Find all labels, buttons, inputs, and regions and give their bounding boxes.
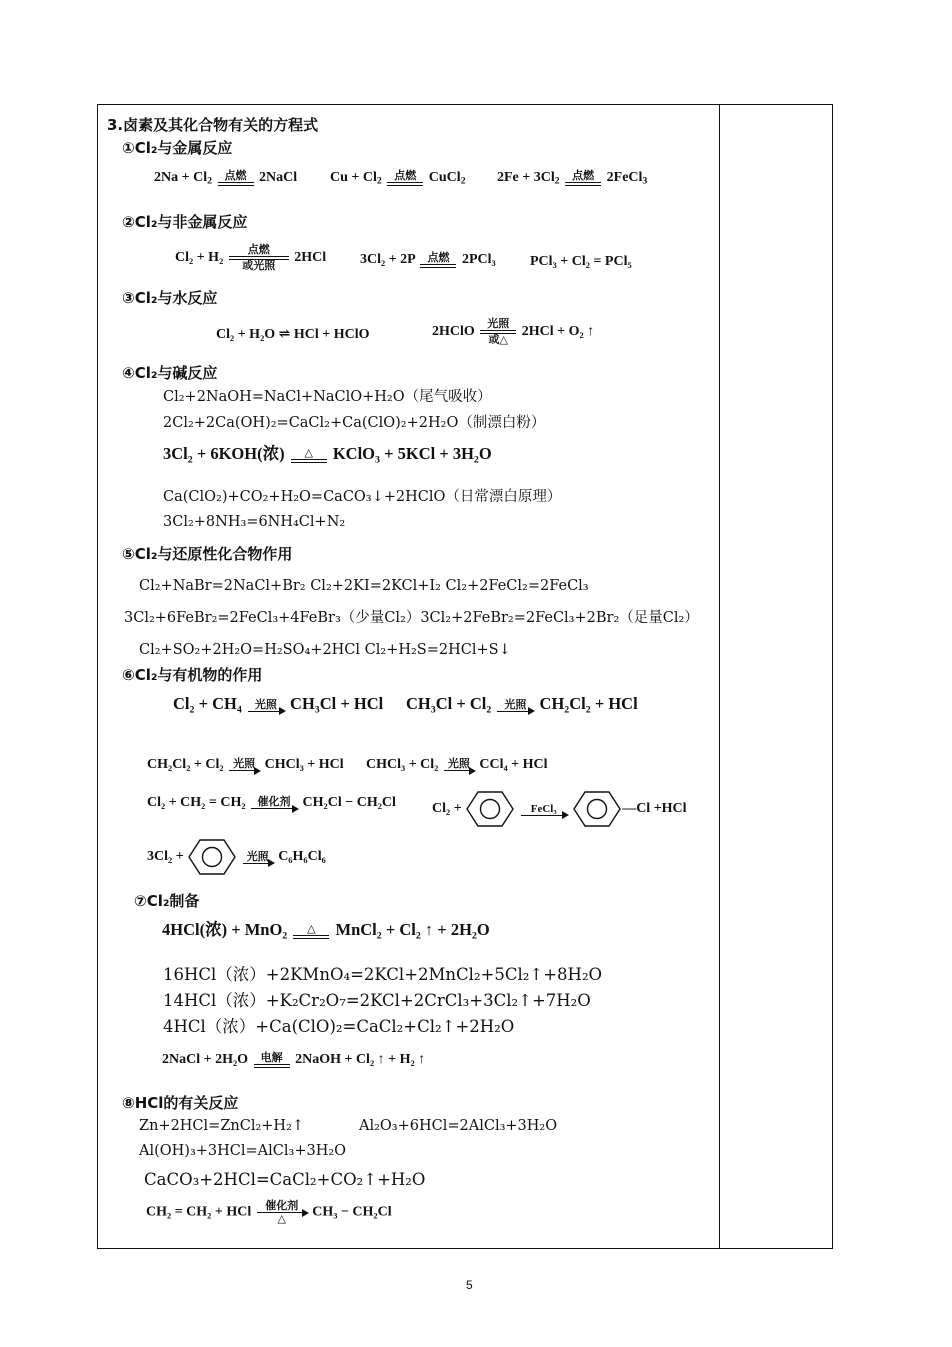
condition-top: 光照	[487, 318, 510, 330]
condition-label: FeCl₃	[530, 802, 557, 815]
eq-left: Cl₂ + H₂	[175, 250, 224, 266]
eq-na-cl2: $2Na + Cl_2$ 点燃 2NaCl	[154, 170, 298, 187]
eq-right: 2NaCl	[259, 170, 298, 186]
eq-ch3cl	[406, 696, 638, 713]
eq-right: 2NaOH + Cl₂ ↑ + H₂ ↑	[295, 1052, 426, 1068]
eq-left: 3Cl₂ + 6KOH(浓)	[163, 444, 285, 463]
eq-left: CH₃Cl + Cl₂	[406, 694, 492, 713]
eq-chcl3	[366, 758, 548, 772]
eq-right: CHCl₃ + HCl	[264, 757, 344, 772]
eq-left: CH₂ = CH₂ + HCl	[146, 1204, 252, 1220]
eq-left: CHCl₃ + Cl₂	[366, 757, 439, 772]
eq-right: C₆H₆Cl₆	[278, 849, 326, 865]
condition-label: 催化剂	[257, 796, 291, 809]
eq-right: CH₂Cl − CH₂Cl	[302, 795, 396, 810]
eq-electrolysis	[162, 1052, 425, 1068]
heading-cl2-preparation: ⑦Cl₂制备	[134, 892, 200, 910]
condition-label: 电解	[260, 1052, 283, 1064]
eq-right: 2FeCl	[606, 170, 643, 186]
eq-right: CCl₄ + HCl	[479, 757, 548, 772]
eq-p-cl2	[360, 252, 496, 268]
eq-right: CH₃ − CH₂Cl	[312, 1204, 392, 1220]
eq-right: 2HCl	[294, 250, 327, 266]
heading-cl2-organic: ⑥Cl₂与有机物的作用	[122, 666, 263, 684]
eq-left: 2Fe + 3Cl	[497, 170, 555, 186]
eq-line-febr2: 3Cl₂+6FeBr₂=2FeCl₃+4FeBr₃（少量Cl₂）3Cl₂+2FeBr₂=2FeCl₃+2Br₂（足量Cl₂）	[124, 610, 699, 626]
heading-cl2-nonmetal: ②Cl₂与非金属反应	[122, 213, 248, 231]
condition-bottom: 或△	[488, 334, 509, 346]
heading-cl2-metal: ①Cl₂与金属反应	[122, 139, 233, 157]
eq-mno2	[162, 922, 490, 939]
eq-right: CH₂Cl₂ + HCl	[539, 694, 638, 713]
eq-left: 3Cl₂ + 2P	[360, 252, 415, 268]
condition-label: 点燃	[224, 170, 247, 182]
condition-label: 光照	[246, 850, 269, 863]
heading-hcl-reactions: ⑧HCl的有关反应	[122, 1094, 239, 1112]
eq-caoh2: 2Cl₂+2Ca(OH)₂=CaCl₂+Ca(ClO)₂+2H₂O（制漂白粉）	[163, 415, 546, 431]
eq-caco3: CaCO₃+2HCl=CaCl₂+CO₂↑+H₂O	[144, 1170, 426, 1189]
eq-fe-cl2: $2Fe + 3Cl_2$ 点燃 2FeCl$_3$	[497, 170, 648, 187]
eq-koh	[163, 446, 492, 463]
eq-line-so2-h2s: Cl₂+SO₂+2H₂O=H₂SO₄+2HCl Cl₂+H₂S=2HCl+S↓	[139, 642, 511, 658]
eq-ch2cl2	[147, 758, 344, 772]
eq-ch4	[173, 696, 383, 713]
eq-h2-cl2	[175, 244, 326, 272]
eq-benzene-substitution	[432, 790, 687, 828]
eq-right-hcl: +HCl	[653, 801, 687, 817]
eq-left: 3Cl₂ +	[147, 849, 184, 865]
eq-left: 2HClO	[432, 324, 475, 340]
section-title: 3.卤素及其化合物有关的方程式	[107, 116, 319, 134]
eq-line-halides: Cl₂+NaBr=2NaCl+Br₂ Cl₂+2KI=2KCl+I₂ Cl₂+2FeCl₂=2FeCl₃	[139, 578, 589, 594]
condition-label: 光照	[233, 758, 256, 771]
eq-bleach-principle: Ca(ClO₂)+CO₂+H₂O=CaCO₃↓+2HClO（日常漂白原理）	[163, 489, 562, 505]
eq-left: Cl₂ + CH₄	[173, 694, 242, 713]
condition-label: 光照	[447, 758, 470, 771]
eq-al2o3: Al₂O₃+6HCl=2AlCl₃+3H₂O	[359, 1118, 558, 1134]
eq-left: 2Na + Cl	[154, 170, 208, 186]
eq-right: 2HCl + O₂ ↑	[521, 324, 595, 340]
eq-zn: Zn+2HCl=ZnCl₂+H₂↑	[139, 1118, 305, 1134]
eq-left: CH₂Cl₂ + Cl₂	[147, 757, 224, 772]
column-divider	[719, 104, 720, 1249]
eq-k2cr2o7: 14HCl（浓）+K₂Cr₂O₇=2KCl+2CrCl₃+3Cl₂↑+7H₂O	[163, 991, 591, 1010]
condition-bottom: △	[277, 1213, 286, 1225]
eq-left: Cu + Cl	[330, 170, 377, 186]
eq-ethene	[147, 796, 396, 810]
condition-label: 光照	[254, 698, 277, 711]
condition-label: △	[307, 923, 316, 936]
eq-right-substituent: —Cl	[622, 801, 651, 817]
eq-left: 2NaCl + 2H₂O	[162, 1052, 249, 1068]
condition-label: 点燃	[427, 252, 450, 264]
eq-left: Cl₂ +	[432, 801, 462, 817]
condition-label: △	[304, 447, 313, 460]
eq-right: CuCl	[428, 170, 461, 186]
eq-ethene-hcl	[146, 1200, 392, 1225]
eq-right: CH₃Cl + HCl	[290, 694, 384, 713]
eq-right: KClO₃ + 5KCl + 3H₂O	[332, 444, 492, 463]
chlorobenzene-ring-icon	[572, 790, 622, 828]
heading-cl2-water: ③Cl₂与水反应	[122, 289, 218, 307]
eq-caclo2: 4HCl（浓）+Ca(ClO)₂=CaCl₂+Cl₂↑+2H₂O	[163, 1017, 515, 1036]
eq-kmno4: 16HCl（浓）+2KMnO₄=2KCl+2MnCl₂+5Cl₂↑+8H₂O	[163, 965, 603, 984]
eq-nh3: 3Cl₂+8NH₃=6NH₄Cl+N₂	[163, 514, 346, 530]
eq-cu-cl2: $Cu + Cl_2$ 点燃 CuCl$_2$	[330, 170, 466, 187]
eq-benzene-addition	[147, 838, 326, 876]
heading-cl2-base: ④Cl₂与碱反应	[122, 364, 218, 382]
page-number: 5	[466, 1278, 473, 1292]
eq-left: Cl₂ + CH₂ = CH₂	[147, 795, 246, 810]
eq-pcl3-cl2: PCl₃ + Cl₂ = PCl₅	[530, 254, 632, 269]
benzene-ring-icon	[465, 790, 515, 828]
heading-cl2-reducing: ⑤Cl₂与还原性化合物作用	[122, 545, 293, 563]
condition-bottom: 或光照	[242, 260, 276, 272]
eq-left: 4HCl(浓) + MnO₂	[162, 920, 288, 939]
eq-right: 2PCl₃	[461, 252, 496, 268]
eq-hclo-decomp	[432, 318, 594, 346]
condition-label: 点燃	[394, 170, 417, 182]
condition-top: 点燃	[247, 244, 270, 256]
eq-cl2-h2o: Cl₂ + H₂O ⇌ HCl + HClO	[216, 327, 370, 342]
condition-label: 点燃	[572, 170, 595, 182]
condition-label: 光照	[504, 698, 527, 711]
eq-naoh: Cl₂+2NaOH=NaCl+NaClO+H₂O（尾气吸收）	[163, 389, 492, 405]
eq-right: MnCl₂ + Cl₂ ↑ + 2H₂O	[335, 920, 490, 939]
benzene-ring-icon	[187, 838, 237, 876]
eq-aloh3: Al(OH)₃+3HCl=AlCl₃+3H₂O	[139, 1143, 347, 1159]
condition-top: 催化剂	[265, 1200, 299, 1212]
